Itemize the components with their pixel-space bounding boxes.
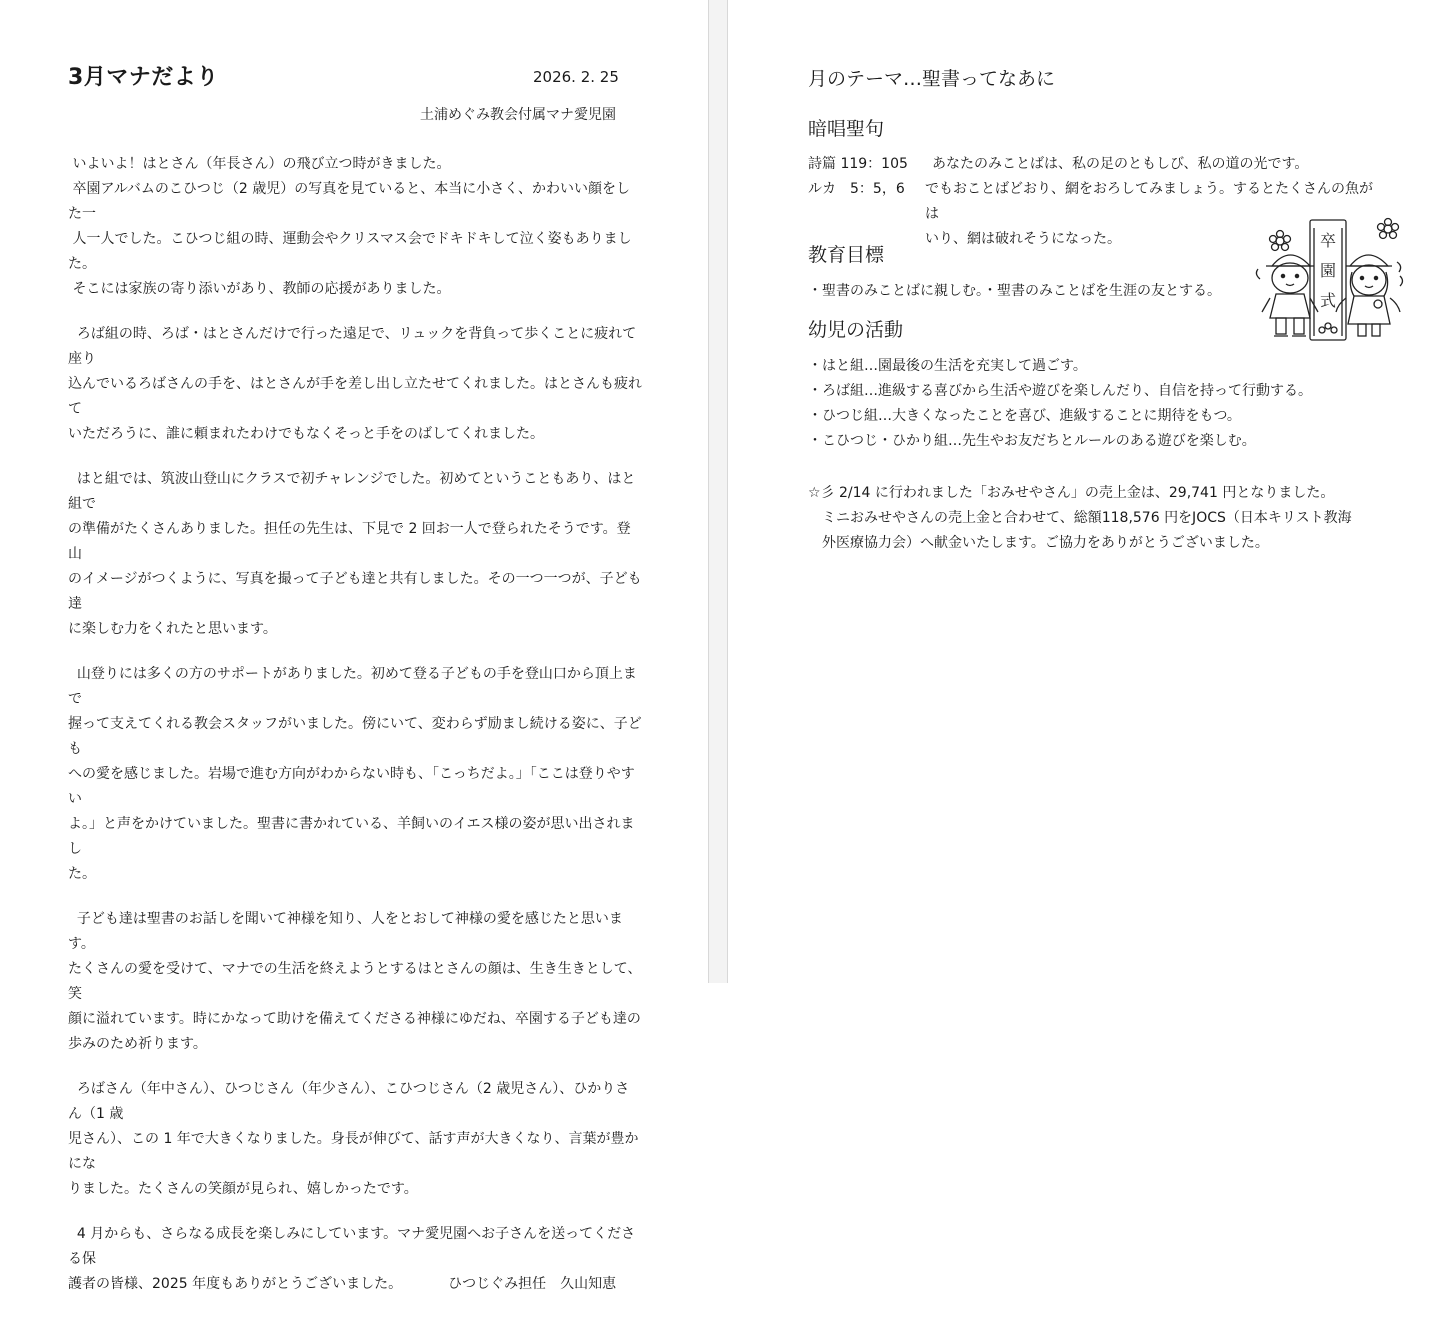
goal-text: ・聖書のみことばに親しむ。・聖書のみことばを生涯の友とする。 (808, 283, 1221, 299)
verse-text-2: でもおことばどおり、網をおろしてみましょう。するとたくさんの魚がは いり、網は破れそうになった。 (925, 181, 1373, 247)
verse-text-1: あなたのみことばは、私の足のともしび、私の道の光です。 (932, 156, 1309, 172)
organization-name: 土浦めぐみ教会付属マナ愛児園 (420, 107, 616, 123)
paragraph-5: 子ども達は聖書のお話しを聞いて神様を知り、人をとおして神様の愛を感じたと思います。 たくさんの愛を受けて、マナでの生活を終えようとするはとさんの顔は、生き生きとして、笑 顔に溢れています。時にかなって助けを備えてくださる神様にゆだね、卒園する子ども達の 歩みのため祈ります。 (68, 911, 642, 1052)
newsletter-date: 2026. 2. 25 (533, 68, 619, 86)
left-page (0, 0, 708, 1292)
paragraph-7 (68, 1222, 643, 1297)
verse-ref-1: 詩篇 119：105 (808, 156, 908, 172)
paragraph-4: 山登りには多くの方のサポートがありました。初めて登る子どもの手を登山口から頂上まで 握って支えてくれる教会スタッフがいました。傍にいて、変わらず励まし続ける姿に、子ども への愛を感じました。岩場で進む方向がわからない時も、「こっちだよ。」「ここは登りやすい よ。」と声をかけていました。聖書に書かれている、羊飼いのイエス様の姿が思い出されまし た。 (68, 666, 642, 882)
donation-line-1: ☆彡 2/14 に行われました「おみせやさん」の売上金は、29,741 円となりました。 (808, 485, 1335, 501)
donation-line-2: ミニおみせやさんの売上金と合わせて、総額118,576 円をJOCS（日本キリスト教海 (822, 510, 1352, 526)
page-gutter (708, 0, 728, 983)
activity-item: ・はと組…園最後の生活を充実して過ごす。 (808, 358, 1087, 374)
newsletter-title: 3月マナだより (68, 65, 219, 90)
graduation-illustration (1250, 214, 1410, 350)
paragraph-3: はと組では、筑波山登山にクラスで初チャレンジでした。初めてということもあり、はと組で の準備がたくさんありました。担任の先生は、下見で 2 回お一人で登られたそうです。登山 のイメージがつくように、写真を撮って子ども達と共有しました。その一つ一つが、子ども達 に楽しむ力をくれたと思います。 (68, 471, 642, 637)
paragraph-7-text: 4 月からも、さらなる成長を楽しみにしています。マナ愛児園へお子さんを送ってくださる保 護者の皆様、2025 年度もありがとうございました。 (68, 1226, 636, 1292)
activities-heading: 幼児の活動 (808, 319, 904, 341)
flower-icon (1378, 219, 1399, 239)
paragraph-2: ろば組の時、ろば・はとさんだけで行った遠足で、リュックを背負って歩くことに疲れて座り 込んでいるろばさんの手を、はとさんが手を差し出し立たせてくれました。はとさんも疲れて いただろうに、誰に頼まれたわけでもなくそっと手をのばしてくれました。 (68, 326, 642, 442)
right-page (728, 0, 1440, 983)
goal-heading: 教育目標 (808, 244, 885, 266)
donation-notice (808, 481, 1383, 556)
memory-verse-heading: 暗唱聖句 (808, 118, 885, 140)
flower-icon (1270, 231, 1291, 251)
activity-item: ・ひつじ組…大きくなったことを喜び、進級することに期待をもつ。 (808, 408, 1241, 424)
sign-char-3: 式 (1319, 291, 1337, 310)
activities-list (808, 354, 1312, 454)
sign-char-1: 卒 (1319, 231, 1337, 250)
donation-line-3: 外医療協力会）へ献金いたします。ご協力をありがとうございました。 (822, 535, 1269, 551)
activity-item: ・こひつじ・ひかり組…先生やお友だちとルールのある遊びを楽しむ。 (808, 433, 1256, 449)
signature: ひつじぐみ担任 久山知恵 (448, 1276, 617, 1292)
paragraph-1: いよいよ！はとさん（年長さん）の飛び立つ時がきました。 卒園アルバムのこひつじ（2 歳児）の写真を見ていると、本当に小さく、かわいい顔をした一 人一人でした。こひつじ組の時、運動会やクリスマス会でドキドキして泣く姿もありました。 そこには家族の寄り添いがあり、教師の応援がありました。 (68, 156, 632, 297)
letter-body (68, 152, 643, 1317)
activity-item: ・ろば組…進級する喜びから生活や遊びを楽しんだり、自信を持って行動する。 (808, 383, 1312, 399)
sign-char-2: 園 (1319, 261, 1337, 280)
verse-ref-2: ルカ 5：5，6 (808, 181, 905, 197)
monthly-theme: 月のテーマ…聖書ってなあに (808, 68, 1056, 90)
paragraph-6: ろばさん（年中さん）、ひつじさん（年少さん）、こひつじさん（2 歳児さん）、ひかりさん（1 歳 児さん）、この 1 年で大きくなりました。身長が伸びて、話す声が大きくなり、言葉が豊かにな りました。たくさんの笑顔が見られ、嬉しかったです。 (68, 1081, 639, 1197)
